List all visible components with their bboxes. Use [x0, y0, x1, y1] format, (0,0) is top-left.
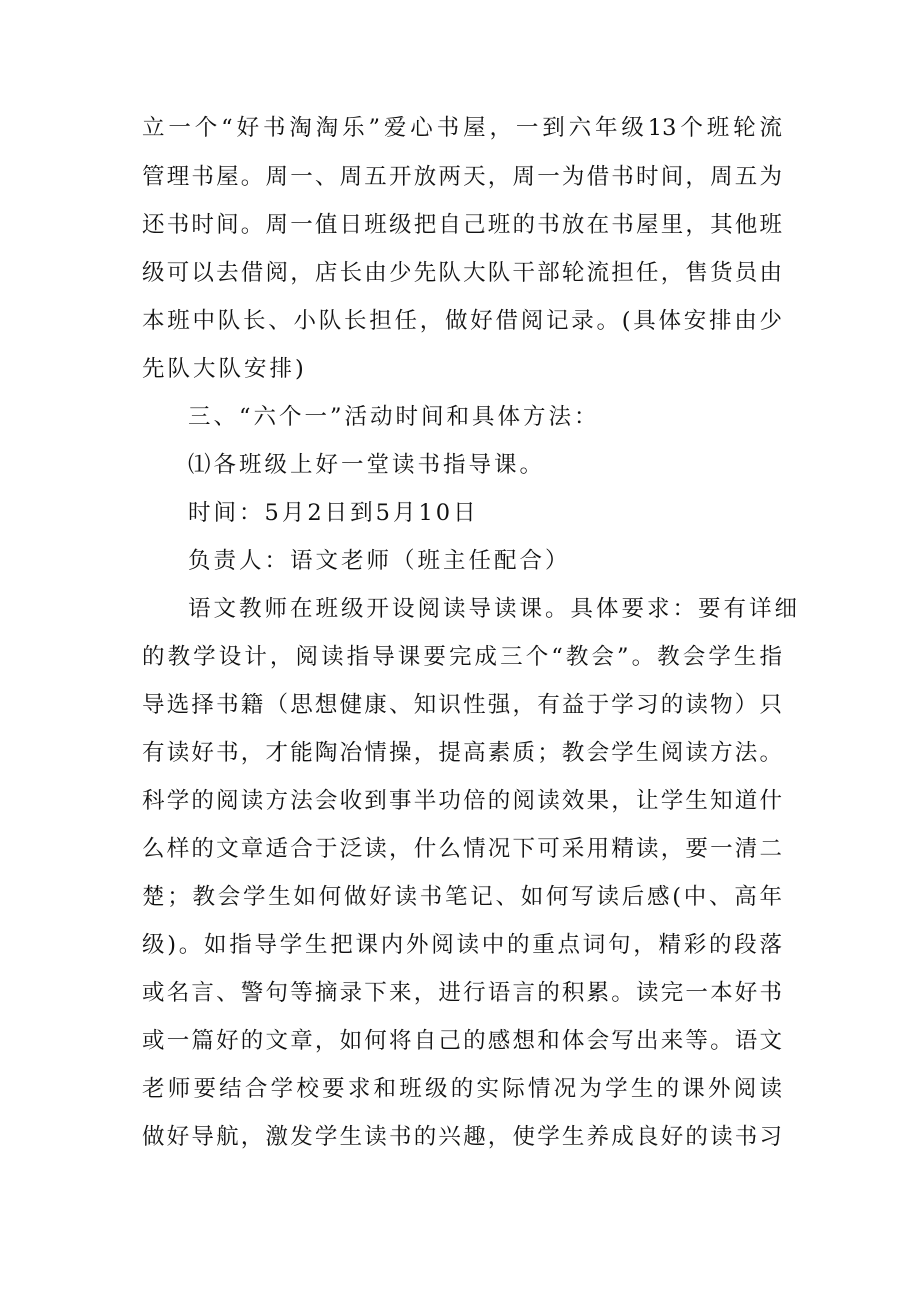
text-line: 或名言、警句等摘录下来，进行语言的积累。读完一本好书	[142, 980, 782, 1006]
text-line: 立一个“好书淘淘乐”爱心书屋，一到六年级13个班轮流	[142, 115, 782, 141]
list-item-title: ⑴各班级上好一堂读书指导课。	[188, 452, 546, 478]
paragraph-first-line: 语文教师在班级开设阅读导读课。具体要求：要有详细	[188, 596, 801, 622]
time-line: 时间：5月2日到5月10日	[188, 500, 479, 526]
section-heading: 三、“六个一”活动时间和具体方法：	[188, 404, 600, 430]
text-line: 有读好书，才能陶冶情操，提高素质；教会学生阅读方法。	[142, 740, 782, 766]
text-line: 导选择书籍（思想健康、知识性强，有益于学习的读物）只	[142, 692, 782, 718]
text-line: 或一篇好的文章，如何将自己的感想和体会写出来等。语文	[142, 1028, 782, 1054]
text-line: 老师要结合学校要求和班级的实际情况为学生的课外阅读	[142, 1076, 782, 1102]
text-line: 还书时间。周一值日班级把自己班的书放在书屋里，其他班	[142, 212, 782, 238]
text-line: 本班中队长、小队长担任，做好借阅记录。(具体安排由少	[142, 308, 782, 334]
responsible-line: 负责人：语文老师（班主任配合）	[188, 548, 571, 574]
text-line: 么样的文章适合于泛读，什么情况下可采用精读，要一清二	[142, 836, 782, 862]
text-line: 先队大队安排)	[142, 356, 307, 382]
text-line: 级)。如指导学生把课内外阅读中的重点词句，精彩的段落	[142, 932, 782, 958]
text-line: 科学的阅读方法会收到事半功倍的阅读效果，让学生知道什	[142, 788, 782, 814]
text-line: 级可以去借阅，店长由少先队大队干部轮流担任，售货员由	[142, 260, 782, 286]
text-line: 做好导航，激发学生读书的兴趣，使学生养成良好的读书习	[142, 1124, 782, 1150]
text-line: 楚；教会学生如何做好读书笔记、如何写读后感(中、高年	[142, 884, 782, 910]
text-line: 管理书屋。周一、周五开放两天，周一为借书时间，周五为	[142, 164, 782, 190]
text-line: 的教学设计，阅读指导课要完成三个“教会”。教会学生指	[142, 644, 782, 670]
